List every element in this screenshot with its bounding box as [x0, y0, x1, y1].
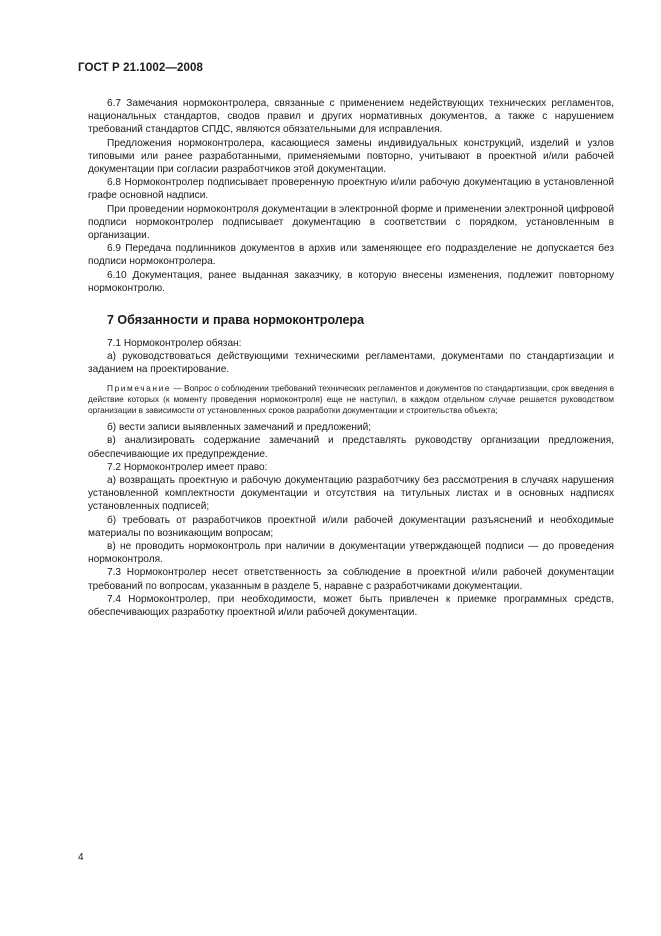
paragraph-7-3: 7.3 Нормоконтролер несет ответственность за соблюдение в проектной и/или рабочей документации требований по вопросам, указанным в разделе 5, наравне с разработчиками документации.: [88, 567, 614, 592]
document-header: ГОСТ Р 21.1002—2008: [78, 62, 203, 74]
paragraph-6-8-electronic: При проведении нормоконтроля документации в электронной форме и применении электронной цифровой подписи нормоконтролер подписывает документацию в соответствии с порядком, установленным в организации.: [88, 203, 614, 242]
paragraph-7-2-b: б) требовать от разработчиков проектной и/или рабочей документации разъяснений и необходимые материалы по возникающим вопросам;: [88, 514, 614, 539]
paragraph-6-7-proposals: Предложения нормоконтролера, касающиеся замены индивидуальных конструкций, изделий и узлов типовыми или ранее разработанными, применяемыми повторно, учитывают в проектной и/или рабочей документации при согласии разработчиков этой документации.: [88, 137, 614, 176]
paragraph-7-1-c: в) анализировать содержание замечаний и представлять руководству организации предложения, обеспечивающие их предупреждение.: [88, 435, 614, 460]
section-6-continuation: [88, 97, 614, 295]
paragraph-7-1-a: а) руководствоваться действующими техническими регламентами, документами по стандартизации и заданием на проектирование.: [88, 351, 614, 376]
paragraph-7-2-c: в) не проводить нормоконтроль при наличии в документации утверждающей подписи — до проведения нормоконтроля.: [88, 541, 614, 566]
note: [88, 383, 614, 417]
paragraph-7-4: 7.4 Нормоконтролер, при необходимости, может быть привлечен к приемке программных средств, обеспечивающих разработку проектной и/или рабочей документации.: [88, 593, 614, 619]
note-label: Примечание: [107, 382, 172, 393]
paragraph-6-8: 6.8 Нормоконтролер подписывает проверенную проектную и/или рабочую документацию в установленной графе основной надписи.: [88, 177, 614, 202]
paragraph-7-1: 7.1 Нормоконтролер обязан:: [107, 338, 242, 349]
section-7-heading: 7 Обязанности и права нормоконтролера: [107, 313, 365, 327]
page-number: 4: [78, 852, 84, 863]
paragraph-7-2: 7.2 Нормоконтролер имеет право:: [107, 461, 268, 473]
paragraph-6-10: 6.10 Документация, ранее выданная заказчику, в которую внесены изменения, подлежит повторному нормоконтролю.: [88, 269, 614, 294]
paragraph-7-1-b: б) вести записи выявленных замечаний и предложений;: [107, 422, 372, 434]
section-7-body: [88, 337, 614, 619]
paragraph-7-2-a: а) возвращать проектную и рабочую документацию разработчику без рассмотрения в случаях нарушения установленной комплектности документации и отсутствия на титульных листах и в основных надписях установленных подписей;: [88, 475, 614, 513]
note-text: — Вопрос о соблюдении требований технических регламентов и документов по стандартизации, срок введения в действие которых (к моменту проведения нормоконтроля) еще не наступил, в каждом отдельном случае решается руководством организации в зависимости от установленных сроков разработки документации и строительства объекта;: [88, 382, 614, 416]
paragraph-6-7: 6.7 Замечания нормоконтролера, связанные с применением недействующих технических регламентов, национальных стандартов, сводов правил и других нормативных документов, а также с нарушением требований стандартов СПДС, являются обязательными для исправления.: [88, 98, 614, 136]
paragraph-6-9: 6.9 Передача подлинников документов в архив или заменяющее его подразделение не допускается без подписи нормоконтролера.: [88, 243, 614, 268]
